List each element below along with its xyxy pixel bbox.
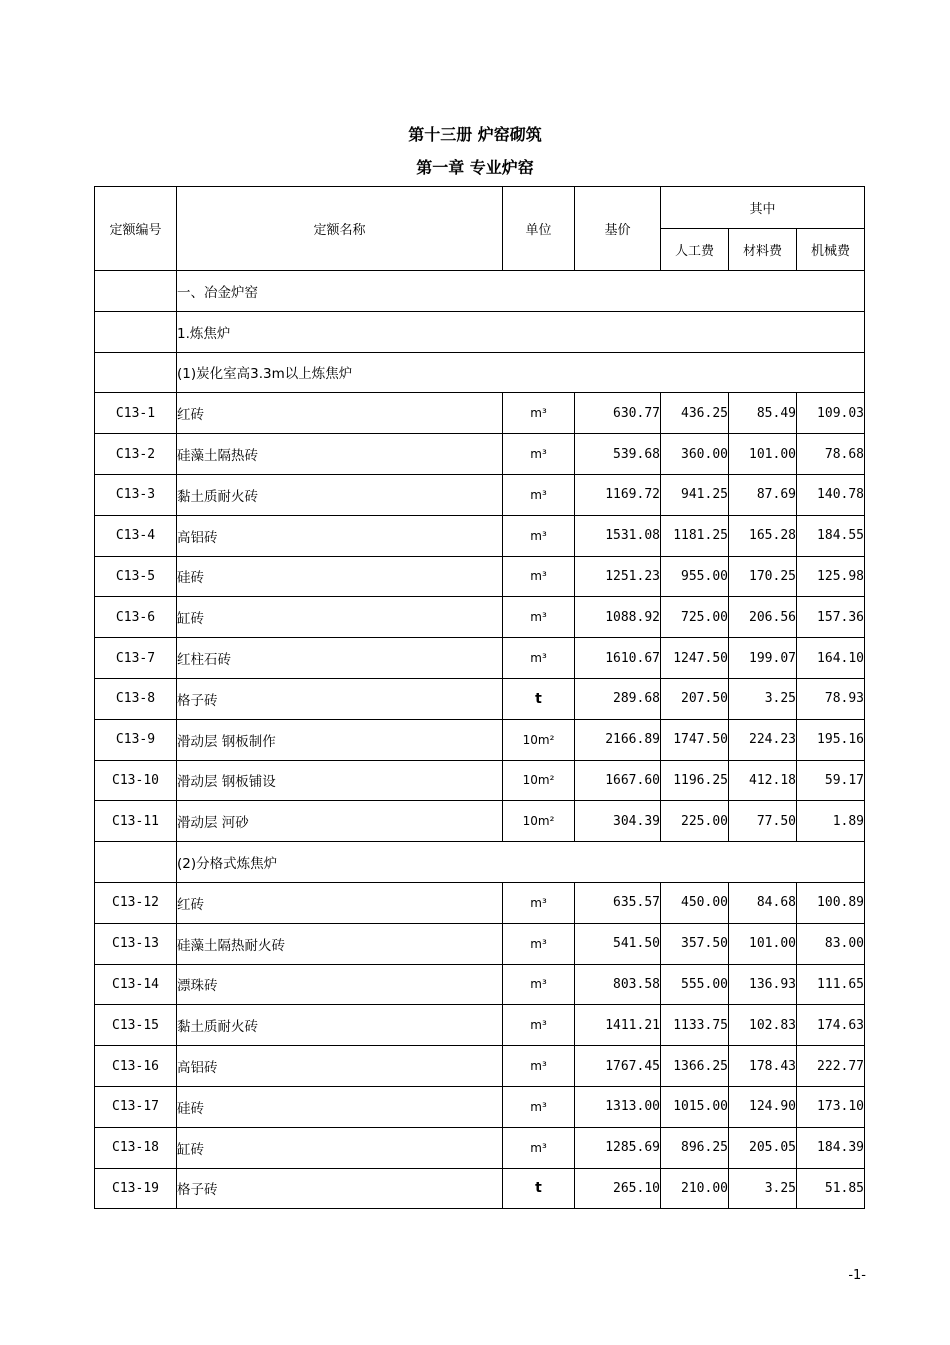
row-code: C13-13 [95, 923, 177, 964]
table-row [95, 556, 865, 597]
row-code: C13-3 [95, 474, 177, 515]
row-code: C13-6 [95, 597, 177, 638]
row-code: C13-5 [95, 556, 177, 597]
row-material: 3.25 [729, 678, 797, 719]
row-name: 红砖 [177, 393, 503, 434]
row-code: C13-18 [95, 1127, 177, 1168]
row-unit: m³ [503, 1005, 575, 1046]
quota-table [94, 186, 865, 1209]
row-unit: t [503, 678, 575, 719]
section-row [95, 311, 865, 352]
row-material: 206.56 [729, 597, 797, 638]
row-code: C13-8 [95, 678, 177, 719]
header-unit: 单位 [503, 187, 575, 271]
row-name: 滑动层 钢板制作 [177, 719, 503, 760]
row-material: 101.00 [729, 923, 797, 964]
row-unit: m³ [503, 393, 575, 434]
table-row [95, 1005, 865, 1046]
row-base-price: 539.68 [575, 434, 661, 475]
row-name: 高铝砖 [177, 1046, 503, 1087]
row-labor: 1196.25 [661, 760, 729, 801]
table-row [95, 1046, 865, 1087]
header-code: 定额编号 [95, 187, 177, 271]
row-name: 漂珠砖 [177, 964, 503, 1005]
table-row [95, 923, 865, 964]
row-labor: 357.50 [661, 923, 729, 964]
row-machine: 83.00 [797, 923, 865, 964]
row-material: 87.69 [729, 474, 797, 515]
row-machine: 78.68 [797, 434, 865, 475]
table-row [95, 1168, 865, 1209]
row-material: 199.07 [729, 638, 797, 679]
row-material: 84.68 [729, 882, 797, 923]
row-code: C13-14 [95, 964, 177, 1005]
row-name: 黏土质耐火砖 [177, 474, 503, 515]
row-base-price: 1667.60 [575, 760, 661, 801]
row-labor: 941.25 [661, 474, 729, 515]
row-code: C13-17 [95, 1086, 177, 1127]
row-code [95, 311, 177, 352]
row-material: 412.18 [729, 760, 797, 801]
row-machine: 174.63 [797, 1005, 865, 1046]
row-unit: m³ [503, 964, 575, 1005]
row-code: C13-2 [95, 434, 177, 475]
table-row [95, 882, 865, 923]
row-unit: t [503, 1168, 575, 1209]
row-material: 124.90 [729, 1086, 797, 1127]
row-name: 硅砖 [177, 1086, 503, 1127]
row-name: 格子砖 [177, 1168, 503, 1209]
table-row [95, 719, 865, 760]
section-label: 一、冶金炉窑 [177, 271, 865, 312]
row-code: C13-4 [95, 515, 177, 556]
row-machine: 140.78 [797, 474, 865, 515]
chapter-title: 第一章 专业炉窑 [416, 158, 534, 177]
row-labor: 725.00 [661, 597, 729, 638]
book-title: 第十三册 炉窑砌筑 [408, 125, 542, 144]
row-labor: 1747.50 [661, 719, 729, 760]
row-base-price: 1251.23 [575, 556, 661, 597]
row-labor: 1247.50 [661, 638, 729, 679]
row-labor: 1133.75 [661, 1005, 729, 1046]
page-number: -1- [848, 1268, 866, 1283]
header-base-price: 基价 [575, 187, 661, 271]
row-labor: 1366.25 [661, 1046, 729, 1087]
row-base-price: 304.39 [575, 801, 661, 842]
row-name: 滑动层 河砂 [177, 801, 503, 842]
row-name: 硅砖 [177, 556, 503, 597]
row-name: 红柱石砖 [177, 638, 503, 679]
table-row [95, 964, 865, 1005]
row-base-price: 803.58 [575, 964, 661, 1005]
row-unit: 10m² [503, 719, 575, 760]
row-labor: 210.00 [661, 1168, 729, 1209]
row-code [95, 842, 177, 883]
row-unit: m³ [503, 434, 575, 475]
row-machine: 51.85 [797, 1168, 865, 1209]
row-machine: 78.93 [797, 678, 865, 719]
row-unit: m³ [503, 1127, 575, 1168]
row-base-price: 1088.92 [575, 597, 661, 638]
row-code: C13-7 [95, 638, 177, 679]
row-machine: 173.10 [797, 1086, 865, 1127]
row-code: C13-15 [95, 1005, 177, 1046]
row-labor: 207.50 [661, 678, 729, 719]
row-labor: 436.25 [661, 393, 729, 434]
row-labor: 555.00 [661, 964, 729, 1005]
section-label: 1.炼焦炉 [177, 311, 865, 352]
row-base-price: 1285.69 [575, 1127, 661, 1168]
table-body [95, 271, 865, 1209]
row-base-price: 2166.89 [575, 719, 661, 760]
section-row [95, 352, 865, 393]
row-material: 170.25 [729, 556, 797, 597]
row-labor: 896.25 [661, 1127, 729, 1168]
row-machine: 184.55 [797, 515, 865, 556]
row-machine: 164.10 [797, 638, 865, 679]
table-row [95, 515, 865, 556]
row-material: 224.23 [729, 719, 797, 760]
row-machine: 109.03 [797, 393, 865, 434]
row-base-price: 1767.45 [575, 1046, 661, 1087]
table-row [95, 801, 865, 842]
row-code: C13-10 [95, 760, 177, 801]
row-machine: 184.39 [797, 1127, 865, 1168]
row-unit: m³ [503, 1086, 575, 1127]
header-name: 定额名称 [177, 187, 503, 271]
row-name: 红砖 [177, 882, 503, 923]
row-unit: m³ [503, 882, 575, 923]
row-name: 高铝砖 [177, 515, 503, 556]
row-code: C13-9 [95, 719, 177, 760]
row-machine: 195.16 [797, 719, 865, 760]
row-base-price: 265.10 [575, 1168, 661, 1209]
section-label: (2)分格式炼焦炉 [177, 842, 865, 883]
row-labor: 1015.00 [661, 1086, 729, 1127]
row-name: 缸砖 [177, 1127, 503, 1168]
row-labor: 225.00 [661, 801, 729, 842]
section-row [95, 842, 865, 883]
row-labor: 360.00 [661, 434, 729, 475]
row-material: 101.00 [729, 434, 797, 475]
row-base-price: 630.77 [575, 393, 661, 434]
table-row [95, 474, 865, 515]
row-base-price: 1411.21 [575, 1005, 661, 1046]
row-name: 格子砖 [177, 678, 503, 719]
row-machine: 125.98 [797, 556, 865, 597]
row-code: C13-16 [95, 1046, 177, 1087]
row-machine: 222.77 [797, 1046, 865, 1087]
row-unit: m³ [503, 474, 575, 515]
row-material: 102.83 [729, 1005, 797, 1046]
row-labor: 1181.25 [661, 515, 729, 556]
row-material: 165.28 [729, 515, 797, 556]
row-machine: 100.89 [797, 882, 865, 923]
row-unit: m³ [503, 1046, 575, 1087]
row-unit: m³ [503, 638, 575, 679]
row-name: 硅藻土隔热砖 [177, 434, 503, 475]
header-material: 材料费 [729, 229, 797, 271]
row-material: 85.49 [729, 393, 797, 434]
row-code [95, 271, 177, 312]
row-material: 3.25 [729, 1168, 797, 1209]
row-unit: m³ [503, 923, 575, 964]
row-material: 205.05 [729, 1127, 797, 1168]
section-label: (1)炭化室高3.3m以上炼焦炉 [177, 352, 865, 393]
row-base-price: 289.68 [575, 678, 661, 719]
row-labor: 450.00 [661, 882, 729, 923]
row-machine: 1.89 [797, 801, 865, 842]
row-labor: 955.00 [661, 556, 729, 597]
row-unit: 10m² [503, 801, 575, 842]
row-machine: 157.36 [797, 597, 865, 638]
table-row [95, 638, 865, 679]
row-name: 硅藻土隔热耐火砖 [177, 923, 503, 964]
row-material: 178.43 [729, 1046, 797, 1087]
row-base-price: 1610.67 [575, 638, 661, 679]
table-row [95, 393, 865, 434]
row-unit: m³ [503, 515, 575, 556]
row-material: 77.50 [729, 801, 797, 842]
header-group: 其中 [661, 187, 865, 229]
row-code [95, 352, 177, 393]
section-row [95, 271, 865, 312]
row-base-price: 541.50 [575, 923, 661, 964]
row-base-price: 1313.00 [575, 1086, 661, 1127]
row-unit: m³ [503, 597, 575, 638]
header-labor: 人工费 [661, 229, 729, 271]
row-material: 136.93 [729, 964, 797, 1005]
header-machine: 机械费 [797, 229, 865, 271]
table-row [95, 1086, 865, 1127]
table-row [95, 678, 865, 719]
row-unit: 10m² [503, 760, 575, 801]
row-base-price: 1169.72 [575, 474, 661, 515]
table-row [95, 1127, 865, 1168]
table-row [95, 434, 865, 475]
row-machine: 111.65 [797, 964, 865, 1005]
row-base-price: 635.57 [575, 882, 661, 923]
table-row [95, 597, 865, 638]
row-name: 滑动层 钢板铺设 [177, 760, 503, 801]
row-base-price: 1531.08 [575, 515, 661, 556]
row-code: C13-19 [95, 1168, 177, 1209]
row-name: 黏土质耐火砖 [177, 1005, 503, 1046]
row-code: C13-11 [95, 801, 177, 842]
row-machine: 59.17 [797, 760, 865, 801]
row-code: C13-12 [95, 882, 177, 923]
row-code: C13-1 [95, 393, 177, 434]
row-unit: m³ [503, 556, 575, 597]
row-name: 缸砖 [177, 597, 503, 638]
table-row [95, 760, 865, 801]
